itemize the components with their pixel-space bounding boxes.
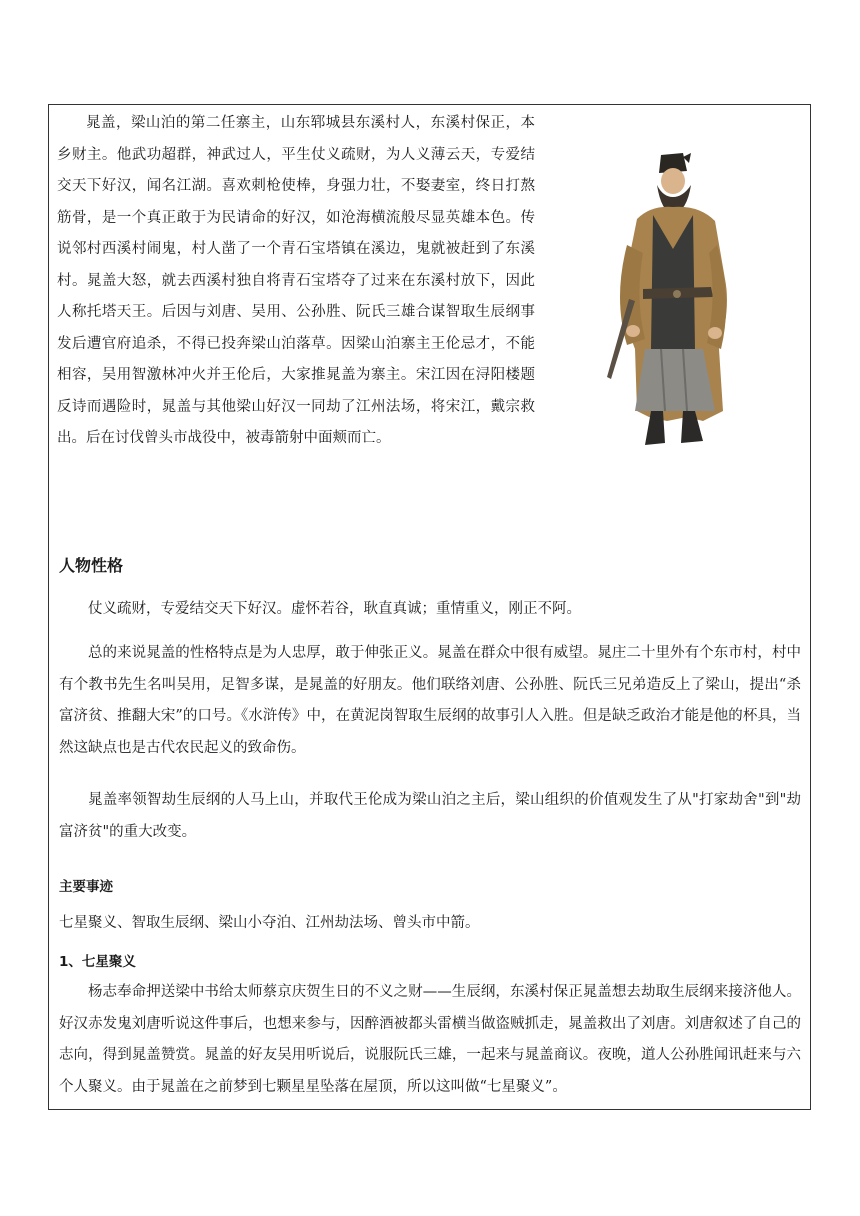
warrior-portrait-icon <box>591 149 755 449</box>
deeds-heading: 主要事迹 <box>59 879 113 895</box>
personality-paragraph-1: 仗义疏财，专爱结交天下好汉。虚怀若谷，耿直真诚；重情重义，刚正不阿。 <box>88 601 581 617</box>
document-frame <box>48 104 811 1110</box>
personality-paragraph-2: 总的来说晁盖的性格特点是为人忠厚，敢于伸张正义。晁盖在群众中很有威望。晁庄二十里外有个东市村，村中有个教书先生名叫吴用，足智多谋，是晁盖的好朋友。他们联络刘唐、公孙胜、阮氏三兄弟造反上了梁山，提出“杀富济贫、推翻大宋”的口号。《水浒传》中，在黄泥岗智取生辰纲的故事引人入胜。但是缺乏政治才能是他的杯具，当然这缺点也是古代农民起义的致命伤。 <box>59 645 801 756</box>
personality-paragraph-3: 晁盖率领智劫生辰纲的人马上山，并取代王伦成为梁山泊之主后，梁山组织的价值观发生了从"打家劫舍"到"劫富济贫"的重大改变。 <box>59 792 801 840</box>
deed1-paragraph: 杨志奉命押送梁中书给太师蔡京庆贺生日的不义之财——生辰纲，东溪村保正晁盖想去劫取生辰纲来接济他人。好汉赤发鬼刘唐听说这件事后，也想来参与，因醉酒被都头雷横当做盗贼抓走，晁盖救出了刘唐。刘唐叙述了自己的志向，得到晁盖赞赏。晁盖的好友吴用听说后，说服阮氏三雄，一起来与晁盖商议。夜晚，道人公孙胜闻讯赶来与六个人聚义。由于晁盖在之前梦到七颗星星坠落在屋顶，所以这叫做“七星聚义”。 <box>59 984 801 1095</box>
intro-paragraph: 晁盖，梁山泊的第二任寨主，山东郓城县东溪村人，东溪村保正，本乡财主。他武功超群，神武过人，平生仗义疏财，为人义薄云天，专爱结交天下好汉，闻名江湖。喜欢刺枪使棒，身强力壮，不娶妻室，终日打熬筋骨，是一个真正敢于为民请命的好汉，如沧海横流般尽显英雄本色。传说邻村西溪村闹鬼，村人凿了一个青石宝塔镇在溪边，鬼就被赶到了东溪村。晁盖大怒，就去西溪村独自将青石宝塔夺了过来在东溪村放下，因此人称托塔天王。后因与刘唐、吴用、公孙胜、阮氏三雄合谋智取生辰纲事发后遭官府追杀，不得已投奔梁山泊落草。因梁山泊寨主王伦忌才，不能相容，吴用智激林冲火并王伦后，大家推晁盖为寨主。宋江因在浔阳楼题反诗而遇险时，晁盖与其他梁山好汉一同劫了江州法场，将宋江，戴宗救出。后在讨伐曾头市战役中，被毒箭射中面颊而亡。 <box>57 115 535 446</box>
deed1-heading: 1、七星聚义 <box>59 954 136 970</box>
deeds-list: 七星聚义、智取生辰纲、梁山小夺泊、江州劫法场、曾头市中箭。 <box>59 915 480 931</box>
personality-heading: 人物性格 <box>59 556 124 575</box>
